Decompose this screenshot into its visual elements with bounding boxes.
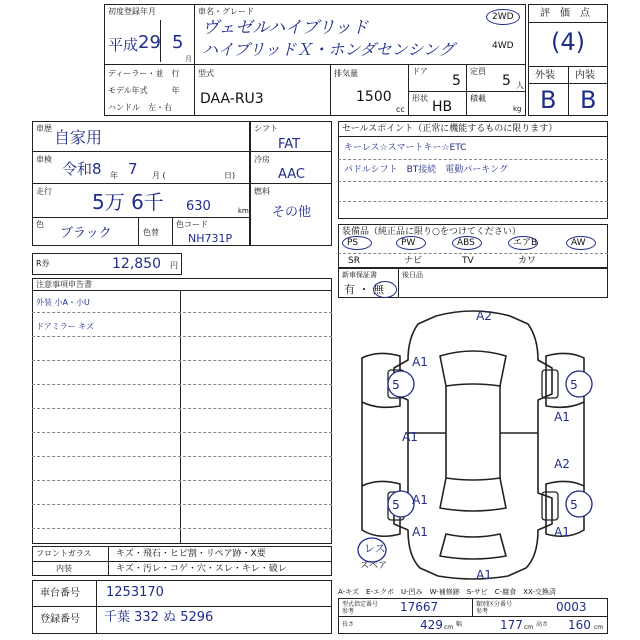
score-value: (4)	[551, 28, 585, 56]
dealer-label: ディーラー・並 行	[108, 69, 180, 78]
capacity: 5	[502, 73, 511, 89]
ac: AAC	[278, 167, 305, 182]
damage-mark: A1	[402, 430, 418, 444]
inspection-month: 7	[128, 160, 138, 178]
height: 160	[568, 618, 591, 632]
damage-mark: 5	[570, 498, 578, 512]
exterior-grade: B	[540, 86, 557, 114]
sales-points-label: セールスポイント（正常に機能するものに限ります）	[342, 124, 558, 134]
color: ブラック	[60, 226, 112, 241]
note-line-2: ドアミラー キズ	[36, 322, 95, 331]
warranty-value: 有 ・ 無	[344, 283, 384, 296]
mileage-main: 5万 6千	[92, 190, 164, 214]
form-number: 17667	[400, 600, 439, 614]
equipment-item: PW	[401, 238, 416, 248]
doors: 5	[452, 73, 461, 89]
drive-4wd: 4WD	[492, 41, 514, 51]
damage-mark: 5	[392, 378, 400, 392]
fuel: その他	[272, 205, 312, 220]
first-reg-label: 初度登録年月	[108, 7, 156, 16]
damage-mark: A1	[476, 568, 492, 582]
sales-point-2: パドルシフト BT接続 電動パーキング	[344, 165, 508, 175]
inspection-era: 令和8	[62, 160, 102, 178]
damage-mark: A1	[554, 410, 570, 424]
damage-legend: A-キズ E-エクボ U-凹み W-補修跡 S-サビ C-腐食 XX-交換済	[338, 588, 556, 596]
equipment-item: AW	[571, 238, 586, 248]
length: 429	[420, 618, 443, 632]
interior-grade: B	[580, 86, 597, 114]
shape: HB	[432, 99, 453, 115]
class-number: 0003	[556, 600, 587, 614]
windshield-value: キズ・飛石・ヒビ割・リペア跡・X要	[116, 549, 266, 559]
reg-year: 29	[138, 32, 161, 53]
interior-value: キズ・汚レ・コゲ・穴・スレ・キレ・破レ	[116, 564, 287, 574]
notes-label: 注意事項申告書	[36, 280, 92, 289]
damage-mark: A1	[412, 525, 428, 539]
spare-mark: レス	[364, 542, 386, 555]
reg-era: 平成	[108, 36, 139, 54]
note-line-1: 外装 小A・小U	[36, 298, 90, 307]
drive-2wd: 2WD	[492, 12, 514, 22]
reg-month: 5	[172, 32, 184, 53]
equipment-item: PS	[347, 238, 359, 248]
equipment-item: SR	[348, 256, 360, 266]
equipment-item: エアB	[513, 238, 538, 248]
type-value: DAA-RU3	[200, 91, 264, 107]
car-grade: ハイブリッドＸ・ホンダセンシング	[202, 40, 455, 59]
shift: FAT	[278, 137, 301, 152]
damage-mark: A2	[554, 457, 570, 471]
recycle-amount: 12,850	[112, 256, 161, 272]
score-label: 評 価 点	[540, 8, 590, 19]
damage-mark: A1	[554, 525, 570, 539]
width: 177	[500, 618, 523, 632]
damage-mark: 5	[392, 498, 400, 512]
car-name: ヴェゼルハイブリッド	[202, 18, 369, 38]
displacement: 1500	[356, 89, 392, 105]
damage-mark: A2	[476, 309, 492, 323]
equipment-item: ナビ	[404, 256, 423, 266]
equipment-label: 装備品（純正品に限り○をつけてください）	[342, 227, 521, 237]
warranty-circle	[373, 281, 397, 298]
mileage-sub: 630	[186, 199, 211, 214]
equipment-item: ABS	[457, 238, 475, 248]
registration-number: 千葉 332 ぬ 5296	[104, 610, 214, 625]
equipment-item: カワ	[518, 256, 537, 266]
sales-point-1: キーレス☆スマートキー☆ETC	[344, 143, 467, 153]
chassis-number: 1253170	[106, 585, 164, 600]
spare-label: スペア	[360, 561, 388, 571]
damage-mark: A1	[412, 355, 428, 369]
color-code: NH731P	[188, 232, 233, 245]
usage: 自家用	[54, 128, 103, 147]
equipment-item: TV	[462, 256, 474, 266]
damage-mark: 5	[570, 378, 578, 392]
handle-label: ハンドル 左・右	[108, 103, 172, 112]
damage-mark: A1	[412, 493, 428, 507]
model-year-label: モデル年式 年	[108, 86, 180, 95]
car-name-label: 車名・グレード	[198, 7, 254, 16]
